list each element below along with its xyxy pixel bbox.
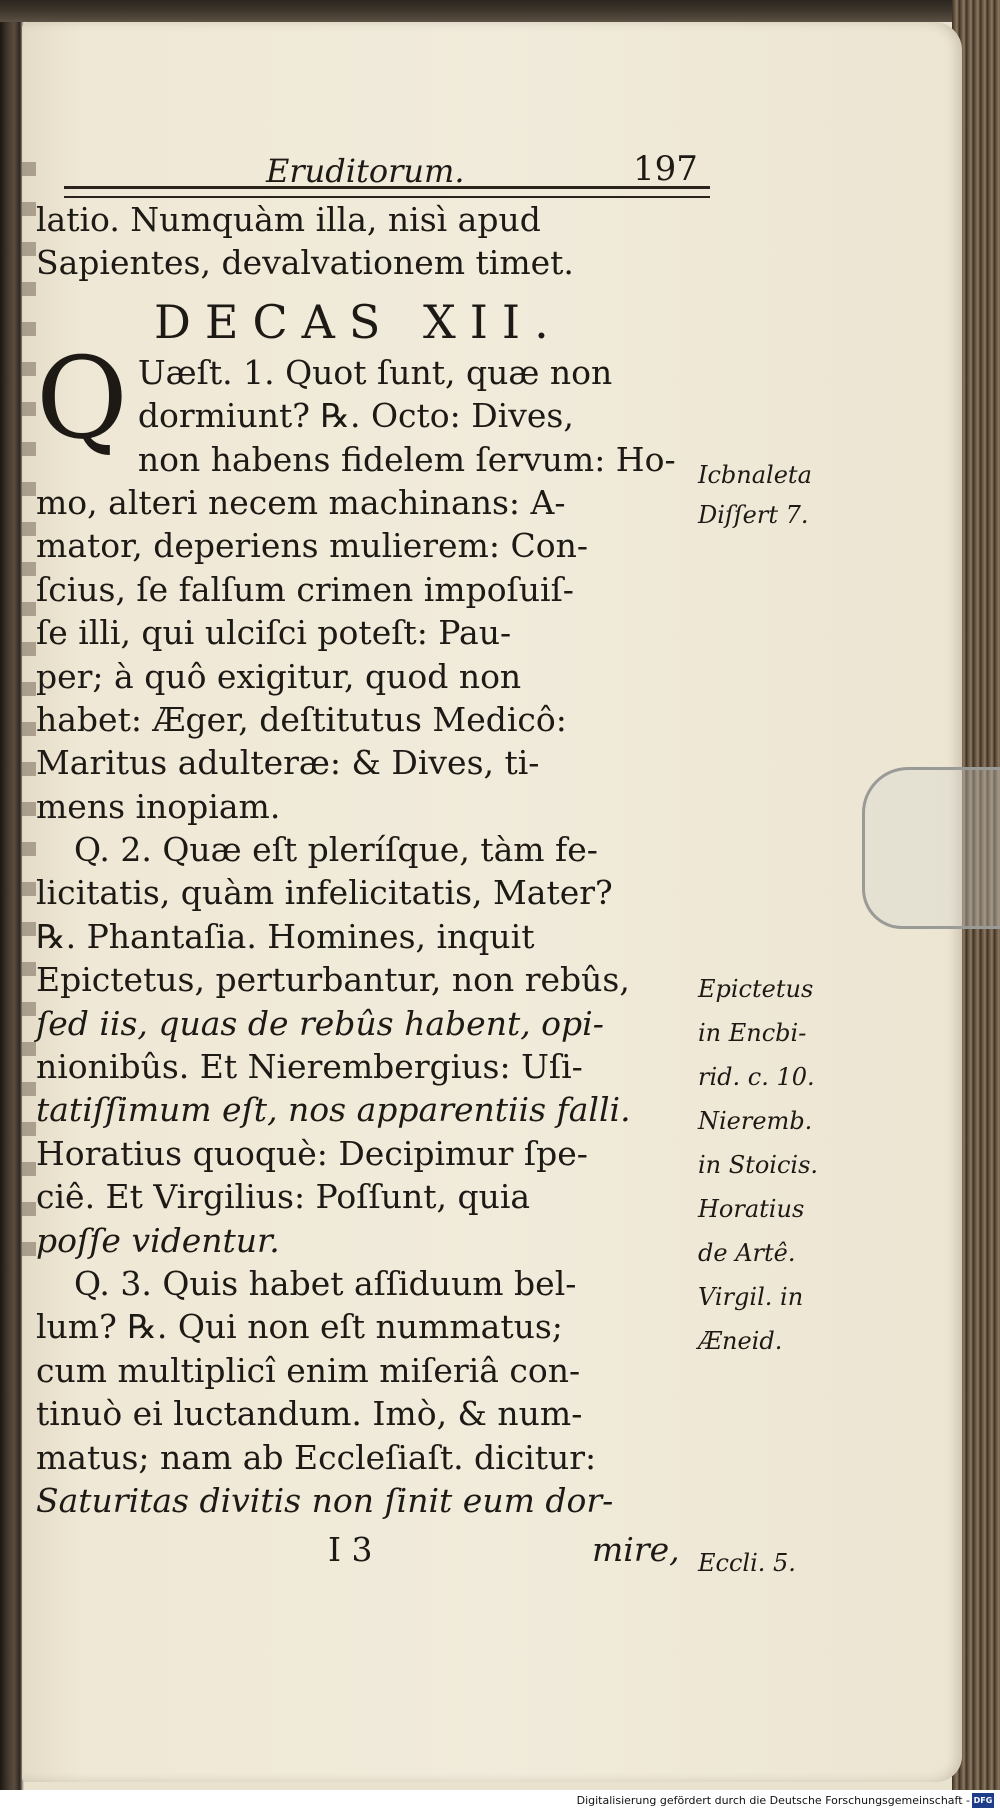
- text-line: non habens fidelem ſervum: Ho-: [137, 439, 676, 479]
- margin-note: Epictetus: [698, 975, 814, 1003]
- text-line: per; à quô exigitur, quod non: [36, 656, 522, 696]
- book-page: [22, 22, 962, 1782]
- margin-note: de Artê.: [698, 1239, 796, 1267]
- margin-note: in Encbi-: [698, 1019, 807, 1047]
- text-line: nionibûs. Et Nierembergius: Uſi-: [36, 1047, 583, 1087]
- text-line: ℞. Phantaſia. Homines, inquit: [36, 916, 535, 956]
- text-line: Maritus adulteræ: & Dives, ti-: [36, 743, 540, 783]
- text-line: tatiſſimum eſt, nos apparentiis falli.: [36, 1090, 631, 1130]
- text-line: poſſe videntur.: [36, 1220, 280, 1260]
- text-line: habet: Æger, deſtitutus Medicô:: [36, 699, 567, 739]
- digitization-footer: [0, 1790, 1000, 1814]
- text-line: dormiunt? ℞. Octo: Dives,: [137, 396, 574, 436]
- text-line: latio. Numquàm illa, nisì apud: [36, 200, 541, 239]
- signature-line: [36, 1522, 716, 1574]
- text-line: ſcius, ſe falſum crimen impoſuiſ-: [36, 569, 574, 609]
- margin-note: in Stoicis.: [698, 1151, 819, 1179]
- text-line: ſe illi, qui ulciſci poteſt: Pau-: [36, 613, 512, 653]
- text-line: mator, deperiens mulierem: Con-: [36, 526, 588, 566]
- text-line: licitatis, quàm infelicitatis, Mater?: [36, 873, 613, 913]
- section-heading: DECAS XII.: [154, 294, 563, 349]
- question-3: [36, 1262, 716, 1522]
- margin-note: Horatius: [698, 1195, 805, 1223]
- text-line: cum multiplicî enim miſeriâ con-: [36, 1350, 581, 1390]
- text-line: Saturitas divitis non ſinit eum dor-: [36, 1480, 614, 1520]
- book-top-edge: [0, 0, 1000, 22]
- footer-credit: Digitalisierung gefördert durch die Deutsche Forschungsgemeinschaft -: [576, 1794, 970, 1807]
- margin-note: Diſſert 7.: [698, 501, 809, 529]
- margin-note: rid. c. 10.: [698, 1063, 815, 1091]
- previous-page-bleed: [22, 162, 36, 1262]
- text-line: mens inopiam.: [36, 786, 281, 826]
- catchword: mire,: [592, 1530, 680, 1570]
- text-line: Sapientes, devalvationem timet.: [36, 243, 574, 283]
- bookmark-clip: [862, 767, 1000, 929]
- text-line: Uæſt. 1. Quot ſunt, quæ non: [137, 352, 613, 392]
- page-number: 197: [633, 149, 698, 189]
- dfg-logo: DFG: [972, 1793, 994, 1808]
- text-line: ſed iis, quas de rebûs habent, opi-: [36, 1003, 604, 1043]
- margin-note: Æneid.: [698, 1327, 783, 1355]
- margin-note: Virgil. in: [698, 1283, 804, 1311]
- text-line: lum? ℞. Qui non eſt nummatus;: [36, 1307, 563, 1347]
- text-line: Q. 3. Quis habet aſſiduum bel-: [74, 1263, 577, 1303]
- text-line: Q. 2. Quæ eſt pleríſque, tàm fe-: [74, 830, 598, 870]
- signature-mark: I 3: [328, 1530, 373, 1570]
- text-line: matus; nam ab Eccleſiaſt. dicitur:: [36, 1437, 597, 1477]
- question-1: [36, 333, 716, 828]
- text-line: Epictetus, perturbantur, non rebûs,: [36, 960, 630, 1000]
- margin-note: Eccli. 5.: [698, 1549, 796, 1577]
- drop-capital: Q: [36, 333, 128, 464]
- running-head-title: Eruditorum.: [266, 152, 465, 190]
- margin-note: Nieremb.: [698, 1107, 813, 1135]
- running-head: [36, 134, 716, 190]
- margin-note: Icbnaleta: [698, 461, 812, 489]
- text-line: mo, alteri necem machinans: A-: [36, 482, 566, 522]
- question-2: [36, 828, 716, 1262]
- page-text-block: [36, 134, 716, 1574]
- text-line: tinuò ei luctandum. Imò, & num-: [36, 1394, 583, 1434]
- text-line: Horatius quoquè: Decipimur ſpe-: [36, 1133, 588, 1173]
- text-line: ciê. Et Virgilius: Poſſunt, quia: [36, 1177, 531, 1217]
